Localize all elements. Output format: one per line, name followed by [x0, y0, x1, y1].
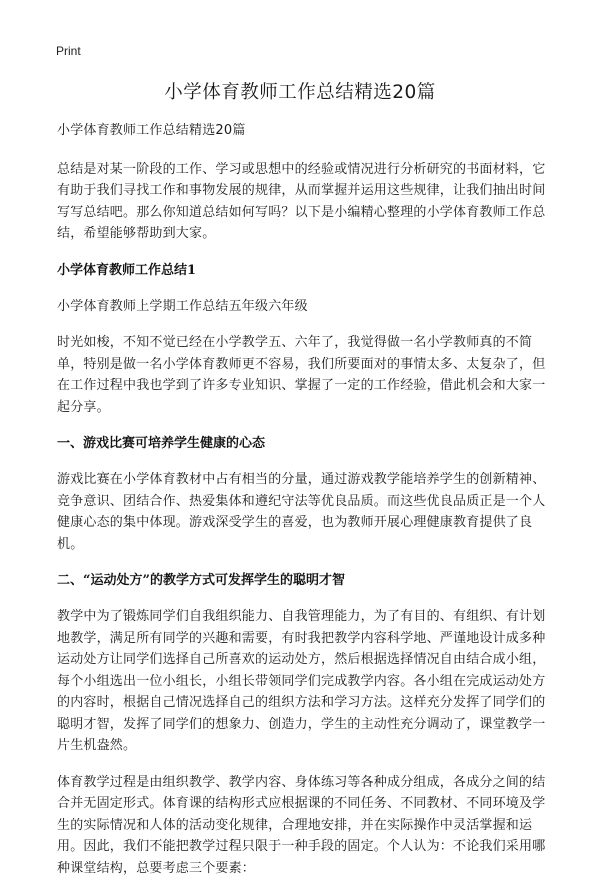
- part-paragraph: 教学中为了锻炼同学们自我组织能力、自我管理能力，为了有目的、有组织、有计划地教学，满足所有同学的兴趣和需要，有时我把教学内容科学地、严谨地设计成多种运动处方让同学们选择自己所喜欢的运动处方，然后根据选择情况自由结合成小组，每个小组选出一位小组长，小组长带领同学们完成教学内容。各小组在完成运动处方的内容时，根据自己情况选择自己的组织方法和学习方法。这样充分发挥了同学们的聪明才智，发挥了同学们的想象力、创造力，学生的主动性充分调动了，课堂教学一片生机盎然。: [57, 609, 546, 753]
- part-paragraph: 游戏比赛在小学体育教材中占有相当的分量，通过游戏教学能培养学生的创新精神、竞争意识、团结合作、热爱集体和遵纪守法等优良品质。而这些优良品质正是一个人健康心态的集中体现。游戏深受学生的喜爱，也为教师开展心理健康教育提供了良机。: [57, 472, 546, 552]
- section-subheading: 小学体育教师上学期工作总结五年级六年级: [57, 298, 308, 314]
- section-paragraph: 时光如梭，不知不觉已经在小学教学五、六年了，我觉得做一名小学教师真的不简单，特别是做一名小学体育教师更不容易，我们所要面对的事情太多、太复杂了，但在工作过程中我也学到了许多专业知识、掌握了一定的工作经验，借此机会和大家一起分享。: [57, 335, 546, 415]
- part-paragraph: 体育教学过程是由组织教学、教学内容、身体练习等各种成分组成，各成分之间的结合并无固定形式。体育课的结构形式应根据课的不同任务、不同教材、不同环境及学生的实际情况和人体的活动变化规律，合理地安排，并在实际操作中灵活掌握和运用。因此，我们不能把教学过程只限于一种手段的固定。个人认为：不论我们采用哪种课堂结构，总要考虑三个要素：: [57, 774, 546, 876]
- part-heading: 一、游戏比赛可培养学生健康的心态: [57, 436, 266, 451]
- section-heading: 小学体育教师工作总结1: [57, 262, 197, 278]
- article-body: [57, 120, 550, 894]
- print-link[interactable]: Print: [56, 44, 81, 58]
- intro-paragraph: 总结是对某一阶段的工作、学习或思想中的经验或情况进行分析研究的书面材料，它有助于我们寻找工作和事物发展的规律，从而掌握并运用这些规律，让我们抽出时间写写总结吧。那么你知道总结如何写吗？以下是小编精心整理的小学体育教师工作总结，希望能够帮助到大家。: [57, 161, 546, 241]
- part-heading: 二、“运动处方”的教学方式可发挥学生的聪明才智: [57, 573, 345, 588]
- article-subtitle: 小学体育教师工作总结精选20篇: [57, 123, 246, 138]
- page-title: 小学体育教师工作总结精选20篇: [164, 82, 436, 103]
